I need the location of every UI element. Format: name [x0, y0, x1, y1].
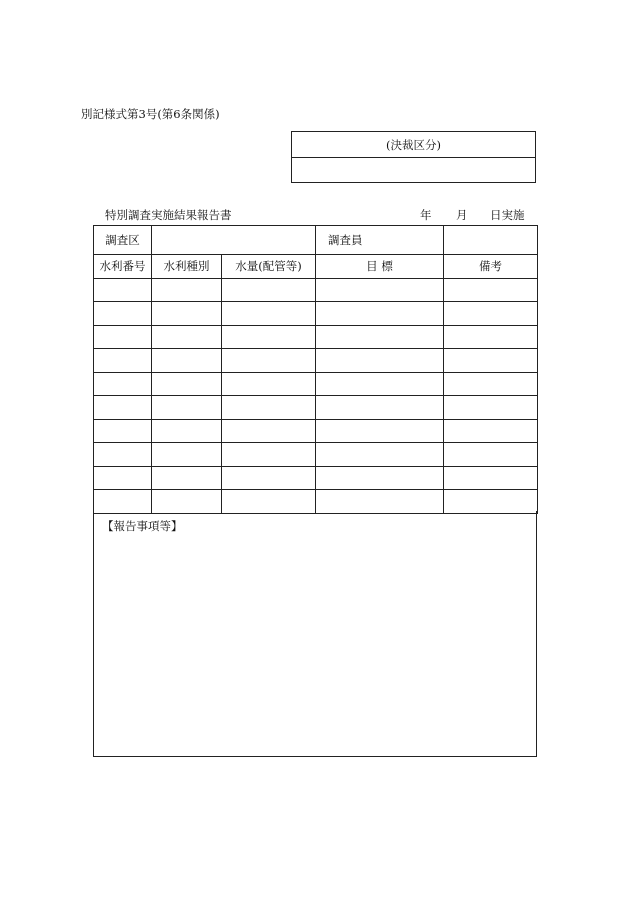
table-cell[interactable]	[444, 466, 538, 490]
table-cell[interactable]	[94, 443, 152, 467]
date-year: 年	[420, 208, 432, 222]
table-cell[interactable]	[222, 325, 316, 349]
table-cell[interactable]	[444, 349, 538, 373]
report-date	[420, 207, 525, 223]
area-label: 調査区	[94, 226, 152, 255]
table-row	[94, 396, 538, 420]
column-header-row	[94, 255, 538, 279]
table-cell[interactable]	[222, 278, 316, 302]
table-cell[interactable]	[444, 278, 538, 302]
column-header: 水利種別	[152, 255, 222, 279]
report-table	[93, 225, 538, 514]
table-cell[interactable]	[152, 325, 222, 349]
table-cell[interactable]	[316, 396, 444, 420]
table-cell[interactable]	[222, 443, 316, 467]
table-cell[interactable]	[94, 419, 152, 443]
table-cell[interactable]	[152, 466, 222, 490]
table-cell[interactable]	[94, 349, 152, 373]
table-cell[interactable]	[444, 490, 538, 514]
table-cell[interactable]	[316, 466, 444, 490]
table-cell[interactable]	[94, 396, 152, 420]
approval-box	[291, 131, 536, 183]
table-row	[94, 490, 538, 514]
table-cell[interactable]	[152, 302, 222, 326]
date-month: 月	[456, 208, 468, 222]
approval-field[interactable]	[292, 158, 535, 184]
table-cell[interactable]	[316, 278, 444, 302]
table-row	[94, 325, 538, 349]
table-cell[interactable]	[222, 349, 316, 373]
table-cell[interactable]	[94, 325, 152, 349]
date-day: 日実施	[490, 208, 525, 222]
table-cell[interactable]	[222, 372, 316, 396]
table-row	[94, 466, 538, 490]
table-cell[interactable]	[152, 372, 222, 396]
table-cell[interactable]	[152, 490, 222, 514]
table-cell[interactable]	[316, 325, 444, 349]
info-row	[94, 226, 538, 255]
column-header: 水量(配管等)	[222, 255, 316, 279]
column-header: 目 標	[316, 255, 444, 279]
table-row	[94, 349, 538, 373]
table-row	[94, 278, 538, 302]
table-cell[interactable]	[222, 466, 316, 490]
column-header: 備考	[444, 255, 538, 279]
surveyor-label: 調査員	[316, 226, 444, 255]
table-cell[interactable]	[316, 490, 444, 514]
table-cell[interactable]	[94, 372, 152, 396]
table-cell[interactable]	[444, 443, 538, 467]
table-row	[94, 372, 538, 396]
table-row	[94, 419, 538, 443]
table-cell[interactable]	[222, 396, 316, 420]
table-row	[94, 443, 538, 467]
table-cell[interactable]	[222, 302, 316, 326]
table-cell[interactable]	[152, 396, 222, 420]
table-cell[interactable]	[222, 419, 316, 443]
table-row	[94, 302, 538, 326]
table-cell[interactable]	[316, 419, 444, 443]
table-cell[interactable]	[444, 325, 538, 349]
table-cell[interactable]	[444, 372, 538, 396]
table-cell[interactable]	[316, 372, 444, 396]
table-cell[interactable]	[94, 466, 152, 490]
table-cell[interactable]	[94, 302, 152, 326]
form-reference: 別記様式第3号(第6条関係)	[81, 107, 220, 121]
notes-box[interactable]	[93, 511, 537, 757]
table-cell[interactable]	[316, 443, 444, 467]
table-cell[interactable]	[316, 302, 444, 326]
table-cell[interactable]	[152, 443, 222, 467]
table-cell[interactable]	[152, 278, 222, 302]
table-cell[interactable]	[316, 349, 444, 373]
surveyor-field[interactable]	[444, 226, 538, 255]
table-cell[interactable]	[444, 396, 538, 420]
report-title: 特別調査実施結果報告書	[105, 208, 232, 222]
table-cell[interactable]	[152, 419, 222, 443]
column-header: 水利番号	[94, 255, 152, 279]
table-cell[interactable]	[94, 278, 152, 302]
approval-label: (決裁区分)	[292, 132, 535, 158]
table-cell[interactable]	[444, 302, 538, 326]
table-cell[interactable]	[444, 419, 538, 443]
table-cell[interactable]	[94, 490, 152, 514]
area-field[interactable]	[152, 226, 316, 255]
table-cell[interactable]	[152, 349, 222, 373]
notes-label: 【報告事項等】	[102, 519, 183, 533]
table-cell[interactable]	[222, 490, 316, 514]
